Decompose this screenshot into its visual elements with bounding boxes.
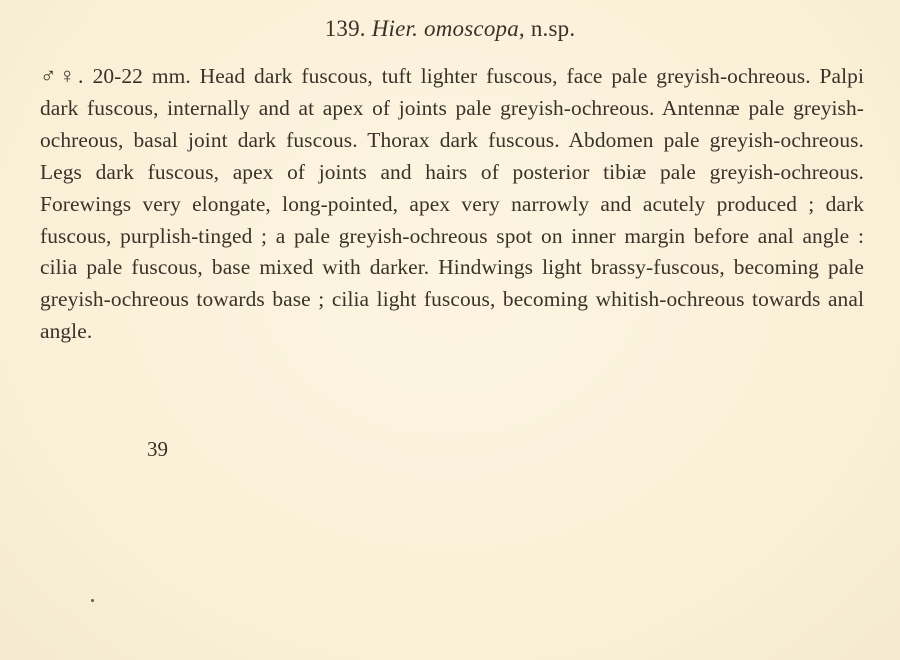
page-number: 39 [147,437,168,461]
description-text: 20-22 mm. Head dark fuscous, tuft lighter fuscous, face pale greyish-ochreous. Palpi dark fuscous, internally and at apex of joints pale greyish-ochreous. Antennæ pale greyish-ochreous, basal joint dark fuscous. Thorax dark fuscous. Abdomen pale greyish-ochreous. Legs dark fuscous, apex of joints and hairs of posterior tibiæ pale greyish-ochreous. Forewings very elongate, long-pointed, apex very narrowly and acutely produced ; dark fuscous, purplish-tinged ; a pale greyish-ochreous spot on inner margin before anal angle : cilia pale fuscous, base mixed with darker. Hindwings light brassy-fuscous, becoming pale greyish-ochreous towards base ; cilia light fuscous, becoming whitish-ochreous towards anal angle. [40,64,864,344]
species-number: 139. [324,16,366,41]
sex-symbols: ♂♀. [40,63,84,88]
species-description [40,60,864,348]
species-heading [0,14,900,44]
genus-name: Hier. [371,16,419,41]
paper-speck [91,599,94,602]
species-status: n.sp. [530,16,576,41]
species-name: omoscopa, [424,16,525,41]
